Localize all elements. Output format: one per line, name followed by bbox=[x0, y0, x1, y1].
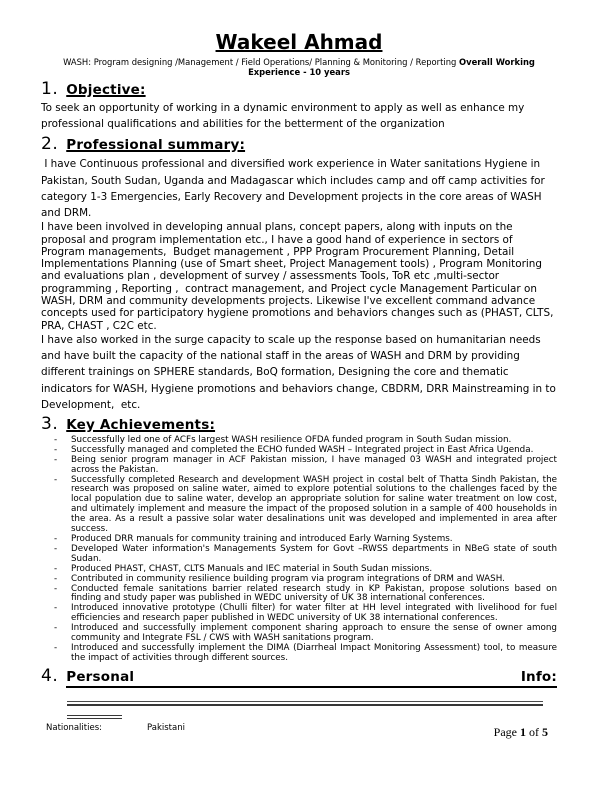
heading-key-achievements: Key Achievements: bbox=[66, 416, 216, 433]
heading-info: Info: bbox=[520, 668, 557, 685]
achievements-list bbox=[41, 436, 557, 664]
summary-paragraph-2: I have been involved in developing annual plans, concept papers, along with inputs on the proposal and program implementation etc., I have a good hand of experience in sectors of Program managements, Budget management , PPP Program Procurement Planning, Detail Implementations Planning (use of Smart sheet, Project Management tools) , Program Monitoring and evaluations plan , development of survey / assessments Tools, ToR etc ,multi-sector programming , Reporting , contract management, and Project cycle Management Particular on WASH, DRM and community developments projects. Likewise I've excellent command advance concepts used for participatory hygiene promotions and behaviors changes such as (PHAST, CLTS, PRA, CHAST , C2C etc. bbox=[41, 221, 557, 332]
summary-paragraph-3: I have also worked in the surge capacity to scale up the response based on humanitarian needs and have built the capacity of the national staff in the areas of WASH and DRM by providing different trainings on SPHERE standards, BoQ formation, Designing the core and thematic indicators for WASH, Hygiene promotions and behaviors change, CBDRM, DRR Mainstreaming in to Development, etc. bbox=[41, 333, 560, 411]
summary-paragraph-1: I have Continuous professional and diversified work experience in Water sanitations Hygiene in Pakistan, South Sudan, Uganda and Madagascar which includes camp and off camp activities for category 1-3 Emergencies, Early Recovery and Development projects in the core areas of WASH and DRM. bbox=[41, 158, 549, 220]
bullet-dash: - bbox=[54, 563, 58, 574]
footer-page-number: 1 bbox=[520, 725, 526, 739]
subtitle-bold-line2: Experience - 10 years bbox=[248, 67, 350, 77]
subtitle-role-text: WASH: Program designing /Management / Field Operations/ Planning & Monitoring / Reporting bbox=[63, 57, 459, 67]
achievement-item: - Successfully completed Research and development WASH project in costal belt of Thatta Sindh Pakistan, the research was proposed on saline water, aimed to explore potential solutions to the challenges faced by the local population due to saline water, develop an appropriate solution for saline water treatment on low cost, and ultimately implement and measure the impact of the proposed solution in a sample of 400 households in the area. As a result a passive solar water desalinations unit was developed and implemented in area after success. bbox=[54, 474, 557, 535]
heading-number-4: 4. bbox=[41, 665, 59, 686]
nationality-value: Pakistani bbox=[147, 722, 185, 733]
bullet-dash: - bbox=[54, 573, 58, 584]
personal-info-divider bbox=[67, 701, 543, 706]
heading-objective: Objective: bbox=[66, 82, 146, 98]
footer-page-total: 5 bbox=[542, 725, 548, 739]
nationality-divider bbox=[67, 715, 122, 719]
heading-number-3: 3. bbox=[41, 413, 59, 434]
section-personal-info-heading bbox=[41, 665, 557, 688]
objective-paragraph: To seek an opportunity of working in a dynamic environment to apply as well as enhance my professional qualifications and abilities for the betterment of the organization bbox=[41, 102, 528, 131]
bullet-dash: - bbox=[54, 603, 58, 614]
footer-of-word: of bbox=[526, 725, 542, 739]
footer-page-word: Page bbox=[493, 725, 520, 739]
heading-personal: Personal bbox=[66, 668, 135, 685]
bullet-dash: - bbox=[54, 474, 58, 485]
bullet-dash: - bbox=[54, 434, 58, 445]
achievement-item: - Successfully led one of ACFs largest WASH resilience OFDA funded program in South Sudan mission. bbox=[54, 434, 512, 445]
section-key-achievements-heading bbox=[41, 413, 557, 434]
bullet-dash: - bbox=[54, 444, 58, 455]
nationality-label: Nationalities: bbox=[46, 722, 102, 733]
personal-info-underline bbox=[66, 669, 557, 688]
achievement-item: - Introduced innovative prototype (Chulli filter) for water filter at HH level integrated with livelihood for fuel efficiencies and research paper published in WEDC university of UK 38 international conferences. bbox=[54, 603, 557, 624]
bullet-dash: - bbox=[54, 623, 58, 634]
achievement-item: - Contributed in community resilience building program via program integrations of DRM and WASH. bbox=[54, 573, 505, 584]
achievement-item: - Produced DRR manuals for community training and introduced Early Warning Systems. bbox=[54, 533, 453, 544]
bullet-dash: - bbox=[54, 454, 58, 465]
document-title: Wakeel Ahmad bbox=[215, 30, 383, 54]
achievement-item: - Produced PHAST, CHAST, CLTS Manuals and IEC material in South Sudan missions. bbox=[54, 563, 433, 574]
bullet-dash: - bbox=[54, 543, 58, 554]
heading-number-1: 1. bbox=[41, 79, 59, 99]
bullet-dash: - bbox=[54, 583, 58, 594]
section-objective-heading bbox=[41, 81, 557, 98]
document-subtitle bbox=[25, 57, 573, 77]
achievement-item: - Introduced and successfully implement the DIMA (Diarrheal Impact Monitoring Assessment) tool, to measure the impact of activities through different sources. bbox=[54, 642, 557, 663]
heading-number-2: 2. bbox=[41, 134, 59, 155]
nationality-row bbox=[41, 723, 557, 733]
achievement-item: - Introduced and successfully implement component sharing approach to ensure the sense of owner among community and Integrate FSL / CWS with WASH sanitations program. bbox=[54, 623, 557, 644]
bullet-dash: - bbox=[54, 533, 58, 544]
page-footer bbox=[494, 725, 548, 740]
achievement-item: - Conducted female sanitations barrier related research study in KP Pakistan, propose solutions based on finding and study paper was published in WEDC university of UK 38 international conferences. bbox=[54, 583, 557, 604]
achievement-item: - Successfully managed and completed the ECHO funded WASH – Integrated project in East Africa Ugenda. bbox=[54, 444, 534, 455]
heading-professional-summary: Professional summary: bbox=[66, 137, 246, 154]
section-professional-summary-heading bbox=[41, 136, 557, 153]
bullet-dash: - bbox=[54, 642, 58, 653]
achievement-item: - Developed Water information's Managements System for Govt –RWSS departments in NBeG state of south Sudan. bbox=[54, 543, 557, 564]
achievement-item: - Being senior program manager in ACF Pakistan mission, I have managed 03 WASH and integrated project across the Pakistan. bbox=[54, 454, 557, 475]
subtitle-bold-line1: Overall Working bbox=[459, 57, 535, 67]
